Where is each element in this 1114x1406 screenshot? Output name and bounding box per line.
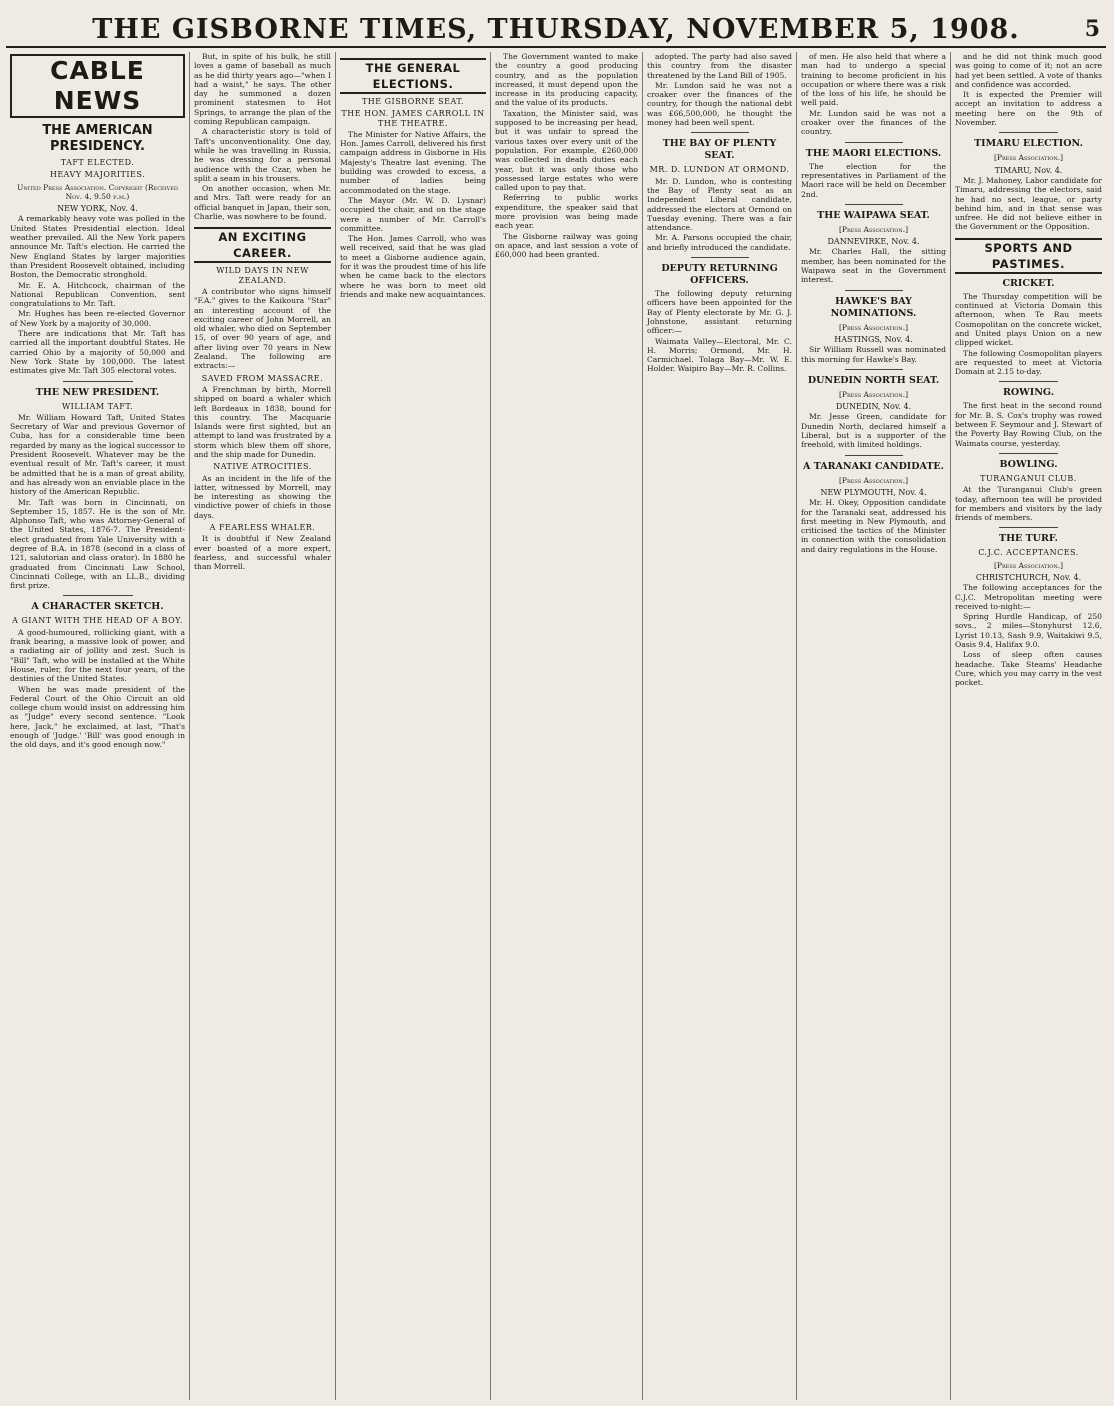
article-heading: DUNEDIN NORTH SEAT. — [807, 374, 940, 386]
article-subheading: TURANGANUI CLUB. — [980, 473, 1077, 483]
paragraph: Mr. Jesse Green, candidate for Dunedin North, declared himself a Liberal, but is a supporter of the freehold, with limited holdings. — [801, 412, 946, 450]
article-subheading: TAFT ELECTED. — [60, 158, 135, 167]
paragraph: Spring Hurdle Handicap, of 250 sovs., 2 miles—Stonyhurst 12.6, Lyrist 10.13, Sash 9.9, Waitakiwi 9.5, Oasis 9.4, Halifax 9.0. — [955, 612, 1102, 650]
section-subheading: SAVED FROM MASSACRE. — [201, 373, 324, 383]
paragraph: Mr. H. Okey, Opposition candidate for the Taranaki seat, addressed his first meeting in New Plymouth, and criticised the tactics of the Minister in connection with the consolidation and dairy regulations in the House. — [801, 498, 946, 554]
paragraph: Mr. Taft was born in Cincinnati, on September 15, 1857. He is the son of Mr. Alphonso Taft, who was Attorney-General of the United States, 1876-7. The President-elect graduated from Yale University with a degree of B.A. in 1878 (second in a class of 121, salutorian and class orator). In 1880 he graduated from Cincinnati Law School, Cincinnati College, with an LL.B., dividing first prize. — [10, 497, 185, 591]
divider — [999, 527, 1058, 528]
paragraph: The Thursday competition will be continued at Victoria Domain this afternoon, when Te Rau meets Cosmopolitan on the concrete wicket, and United plays Union on a new clipped wicket. — [955, 291, 1102, 348]
divider — [999, 381, 1058, 382]
dateline: DUNEDIN, Nov. 4. — [835, 402, 912, 412]
article-subheading: HEAVY MAJORITIES. — [49, 170, 146, 180]
article-heading: ROWING. — [1002, 387, 1055, 399]
paragraph: Mr. William Howard Taft, United States Secretary of War and previous Governor of Cuba, has for a considerable time been regarded by many as the logical successor to President Roosevelt. Whatever may be the eventual result of Mr. Taft's career, it must be admitted that he is a man of great ability, and has already won an enviable place in the history of the American Republic. — [10, 412, 185, 497]
press-credit: [Press Association.] — [838, 389, 909, 399]
paragraph: It is expected the Premier will accept an invitation to address a meeting here on the 9th of November. — [955, 90, 1102, 128]
press-credit: United Press Association. Copyright (Received Nov. 4, 9.50 p.m.) — [17, 182, 178, 201]
paragraph: A good-humoured, rollicking giant, with a frank bearing, a massive look of power, and a radiating air of jollity and zest. Such is "Bill" Taft, who will be installed at the White House, ruler, for the next four years, of the destinies of the United States. — [10, 627, 185, 684]
paragraph: The Minister for Native Affairs, the Hon. James Carroll, delivered his first campaign address in Gisborne in His Majesty's Theatre last evening. The building was crowded to excess, a number of ladies being accommodated on the stage. — [340, 129, 487, 195]
paragraph: A contributor who signs himself "F.A." gives to the Kaikoura "Star" an interesting account of the exciting career of John Morrell, an old whaler, who died on September 15, of over 90 years of age, and after living over 70 years in New Zealand. The following are extracts:— — [194, 286, 331, 371]
divider — [999, 453, 1058, 454]
cable-news-banner: CABLE NEWS — [10, 54, 185, 118]
paragraph: On another occasion, when Mr. and Mrs. Taft were ready for an official banquet in Japan, their son, Charlie, was nowhere to be found. — [194, 184, 331, 222]
article-heading: THE WAIPAWA SEAT. — [817, 209, 930, 221]
paragraph: The following Cosmopolitan players are requested to meet at Victoria Domain at 2.15 to-day. — [955, 348, 1102, 377]
paragraph: It is doubtful if New Zealand ever boasted of a more expert, fearless, and successful whaler than Morrell. — [194, 534, 331, 572]
paragraph: A characteristic story is told of Taft's unconventionality. One day, while he was travelling in Russia, he was dressing for a personal audience with the Czar, when he split a seam in his trousers. — [194, 127, 331, 183]
paragraph: Mr. Charles Hall, the sitting member, has been nominated for the Waipawa seat in the Government interest. — [801, 247, 946, 285]
paragraph: and he did not think much good was going to come of it; not an acre had yet been settled. A vote of thanks and confidence was accorded. — [955, 52, 1102, 89]
paragraph: of men. He also held that where a man had to undergo a special training to become proficient in his occupation or where there was a risk of the loss of his life, he should be well paid. — [801, 52, 946, 108]
paragraph: A Frenchman by birth, Morrell shipped on board a whaler which left Bordeaux in 1838, bound for this country. The Macquarie Islands were first sighted, but an attempt to land was frustrated by a storm which blew them off shore, and the ship made for Dunedin. — [194, 384, 331, 459]
paragraph: The Gisborne railway was going on apace, and last session a vote of £60,000 had been granted. — [495, 231, 638, 260]
paragraph: Sir William Russell was nominated this morning for Hawke's Bay. — [801, 345, 946, 364]
paragraph: When he was made president of the Federal Court of the Ohio Circuit an old college chum would insist on addressing him as "Judge" every second sentence. "Look here, Jack," he exclaimed, at last, "That's enough of 'Judge.' 'Bill' was good enough in the old days, and it's good enough now." — [10, 684, 185, 750]
divider — [845, 369, 903, 370]
article-heading: THE TURF. — [999, 533, 1058, 545]
article-heading: THE GENERAL ELECTIONS. — [340, 58, 486, 94]
press-credit: [Press Association.] — [993, 560, 1064, 570]
column-4 — [490, 52, 642, 1400]
divider — [845, 290, 903, 291]
paragraph: Waimata Valley—Electoral, Mr. C. H. Morris; Ormond, Mr. H. Carmichael. Tolaga Bay—Mr. W. E. Holder. Waipiro Bay—Mr. R. Collins. — [647, 336, 792, 374]
paragraph: A remarkably heavy vote was polled in the United States Presidential election. Ideal weather prevailed. All the New York papers announce Mr. Taft's election. He carried the New England States by larger majorities than President Roosevelt obtained, including Boston, the Democratic stronghold. — [10, 214, 185, 280]
paragraph: Mr. Hughes has been re-elected Governor of New York by a majority of 30,000. — [10, 309, 185, 328]
article-heading: THE BAY OF PLENTY SEAT. — [662, 138, 777, 162]
article-heading: HAWKE'S BAY NOMINATIONS. — [830, 295, 917, 319]
dateline: NEW PLYMOUTH, Nov. 4. — [820, 487, 927, 497]
paragraph: But, in spite of his bulk, he still loves a game of baseball as much as he did thirty years ago—"when I had a waist," he says. The other day he summoned a dozen prominent statesmen to Hot Springs, to arrange the plan of the coming Republican campaign. — [194, 52, 331, 127]
section-subheading: NATIVE ATROCITIES. — [213, 462, 312, 472]
section-subheading: A FEARLESS WHALER. — [209, 523, 316, 533]
article-subheading: MR. D. LUNDON AT ORMOND. — [649, 165, 790, 175]
article-subheading: WILLIAM TAFT. — [61, 401, 134, 411]
article-subheading: C.J.C. ACCEPTANCES. — [978, 548, 1079, 558]
press-credit: [Press Association.] — [838, 322, 909, 332]
press-credit: [Press Association.] — [838, 224, 909, 234]
divider — [691, 257, 749, 258]
newspaper-title: THE GISBORNE TIMES, THURSDAY, NOVEMBER 5, 1908. — [92, 14, 1020, 45]
paragraph: The Mayor (Mr. W. D. Lysnar) occupied the chair, and on the stage were a number of Mr. Carroll's committee. — [340, 195, 486, 233]
column-7 — [950, 52, 1106, 1400]
page-number: 5 — [1084, 16, 1100, 42]
column-6 — [796, 52, 950, 1400]
newspaper-columns — [6, 52, 1106, 1400]
divider — [845, 204, 903, 205]
article-heading: THE AMERICAN PRESIDENCY. — [42, 123, 153, 154]
paragraph: The first heat in the second round for Mr. B. S. Cox's trophy was rowed between F. Seymour and J. Stewart of the Poverty Bay Rowing Club, on the Waimata course, yesterday. — [955, 401, 1102, 448]
paragraph: Mr. J. Mahoney, Labor candidate for Timaru, addressing the electors, said he had no sect, league, or party behind him, and in that sense was unfree. He did not believe either in the Government or the Opposition. — [955, 175, 1102, 232]
article-heading: A CHARACTER SKETCH. — [31, 601, 164, 613]
paragraph: There are indications that Mr. Taft has carried all the important doubtful States. He carried Ohio by a majority of 50,000 and New York State by 100,000. The latest estimates give Mr. Taft 305 electoral votes. — [10, 329, 185, 376]
column-5 — [642, 52, 796, 1400]
article-subheading: THE HON. JAMES CARROLL IN THE THEATRE. — [341, 109, 485, 128]
masthead — [6, 6, 1106, 48]
column-1 — [6, 52, 189, 1400]
paragraph: The Government wanted to make the country a good producing country, and as the population increased, it must depend upon the increase in its producing capacity, and the value of its products. — [495, 52, 638, 108]
paragraph: Referring to public works expenditure, the speaker said that more provision was being made each year. — [495, 193, 638, 231]
column-3 — [335, 52, 490, 1400]
dateline: TIMARU, Nov. 4. — [994, 165, 1063, 175]
paragraph: The following deputy returning officers have been appointed for the Bay of Plenty electorate by Mr. G. J. Johnstone, assistant returning officer:— — [647, 289, 792, 336]
article-heading: A TARANAKI CANDIDATE. — [803, 460, 944, 472]
press-credit: [Press Association.] — [993, 153, 1064, 163]
article-heading: THE MAORI ELECTIONS. — [805, 147, 942, 159]
paragraph: As an incident in the life of the latter, witnessed by Morrell, may be interesting as showing the vindictive power of chiefs in those days. — [194, 473, 331, 520]
dateline: HASTINGS, Nov. 4. — [834, 334, 913, 344]
paragraph: Loss of sleep often causes headache. Take Steams' Headache Cure, which you may carry in the vest pocket. — [955, 650, 1102, 688]
paragraph: Taxation, the Minister said, was supposed to be increasing per head, but it was unfair to spread the various taxes over every unit of the population. For example, £260,000 was collected in death duties each year, but it was only those who possessed large estates who were called upon to pay that. — [495, 108, 638, 193]
paragraph: Mr. A. Parsons occupied the chair, and briefly introduced the candidate. — [647, 233, 792, 252]
article-heading: BOWLING. — [999, 458, 1058, 470]
paragraph: The following acceptances for the C.J.C. Metropolitan meeting were received to-night:— — [955, 583, 1102, 611]
column-2 — [189, 52, 335, 1400]
paragraph: The Hon. James Carroll, who was well received, said that he was glad to meet a Gisborne audience again, for it was the proudest time of his life when he came back to the electors where he was born to meet old friends and make new acquaintances. — [340, 234, 486, 299]
dateline: CHRISTCHURCH, Nov. 4. — [975, 572, 1082, 582]
paragraph: Mr. Lundon said he was not a croaker over the finances of the country, for though the national debt was £66,500,000, he thought the money had been well spent. — [647, 80, 792, 128]
article-subheading: A GIANT WITH THE HEAD OF A BOY. — [12, 616, 183, 626]
divider — [845, 455, 903, 456]
article-subheading: WILD DAYS IN NEW ZEALAND. — [216, 266, 309, 285]
article-heading: TIMARU ELECTION. — [974, 138, 1083, 150]
sports-banner: SPORTS AND PASTIMES. — [955, 238, 1102, 274]
press-credit: [Press Association.] — [838, 475, 909, 485]
divider — [999, 132, 1058, 133]
divider — [845, 142, 903, 143]
article-heading: DEPUTY RETURNING OFFICERS. — [661, 263, 778, 287]
article-heading: THE NEW PRESIDENT. — [35, 386, 160, 398]
article-subheading: THE GISBORNE SEAT. — [361, 97, 465, 106]
divider — [63, 381, 133, 382]
paragraph: At the Turanganui Club's green today, afternoon tea will be provided for members and visitors by the lady friends of members. — [955, 485, 1102, 523]
dateline: DANNEVIRKE, Nov. 4. — [827, 237, 920, 247]
paragraph: Mr. Lundon said he was not a croaker over the finances of the country. — [801, 108, 946, 137]
divider — [691, 132, 749, 133]
article-heading: AN EXCITING CAREER. — [194, 227, 331, 263]
divider — [63, 595, 133, 596]
dateline: NEW YORK, Nov. 4. — [57, 204, 138, 214]
paragraph: The election for the representatives in Parliament of the Maori race will be held on December 2nd. — [801, 161, 946, 199]
paragraph: Mr. D. Lundon, who is contesting the Bay of Plenty seat as an Independent Liberal candidate, addressed the electors at Ormond on Tuesday evening. There was a fair attendance. — [647, 176, 792, 233]
paragraph: Mr. E. A. Hitchcock, chairman of the National Republican Convention, sent congratulations to Mr. Taft. — [10, 280, 185, 309]
paragraph: adopted. The party had also saved this country from the disaster threatened by the Land Bill of 1905. — [647, 52, 792, 80]
article-heading: CRICKET. — [1002, 277, 1055, 289]
